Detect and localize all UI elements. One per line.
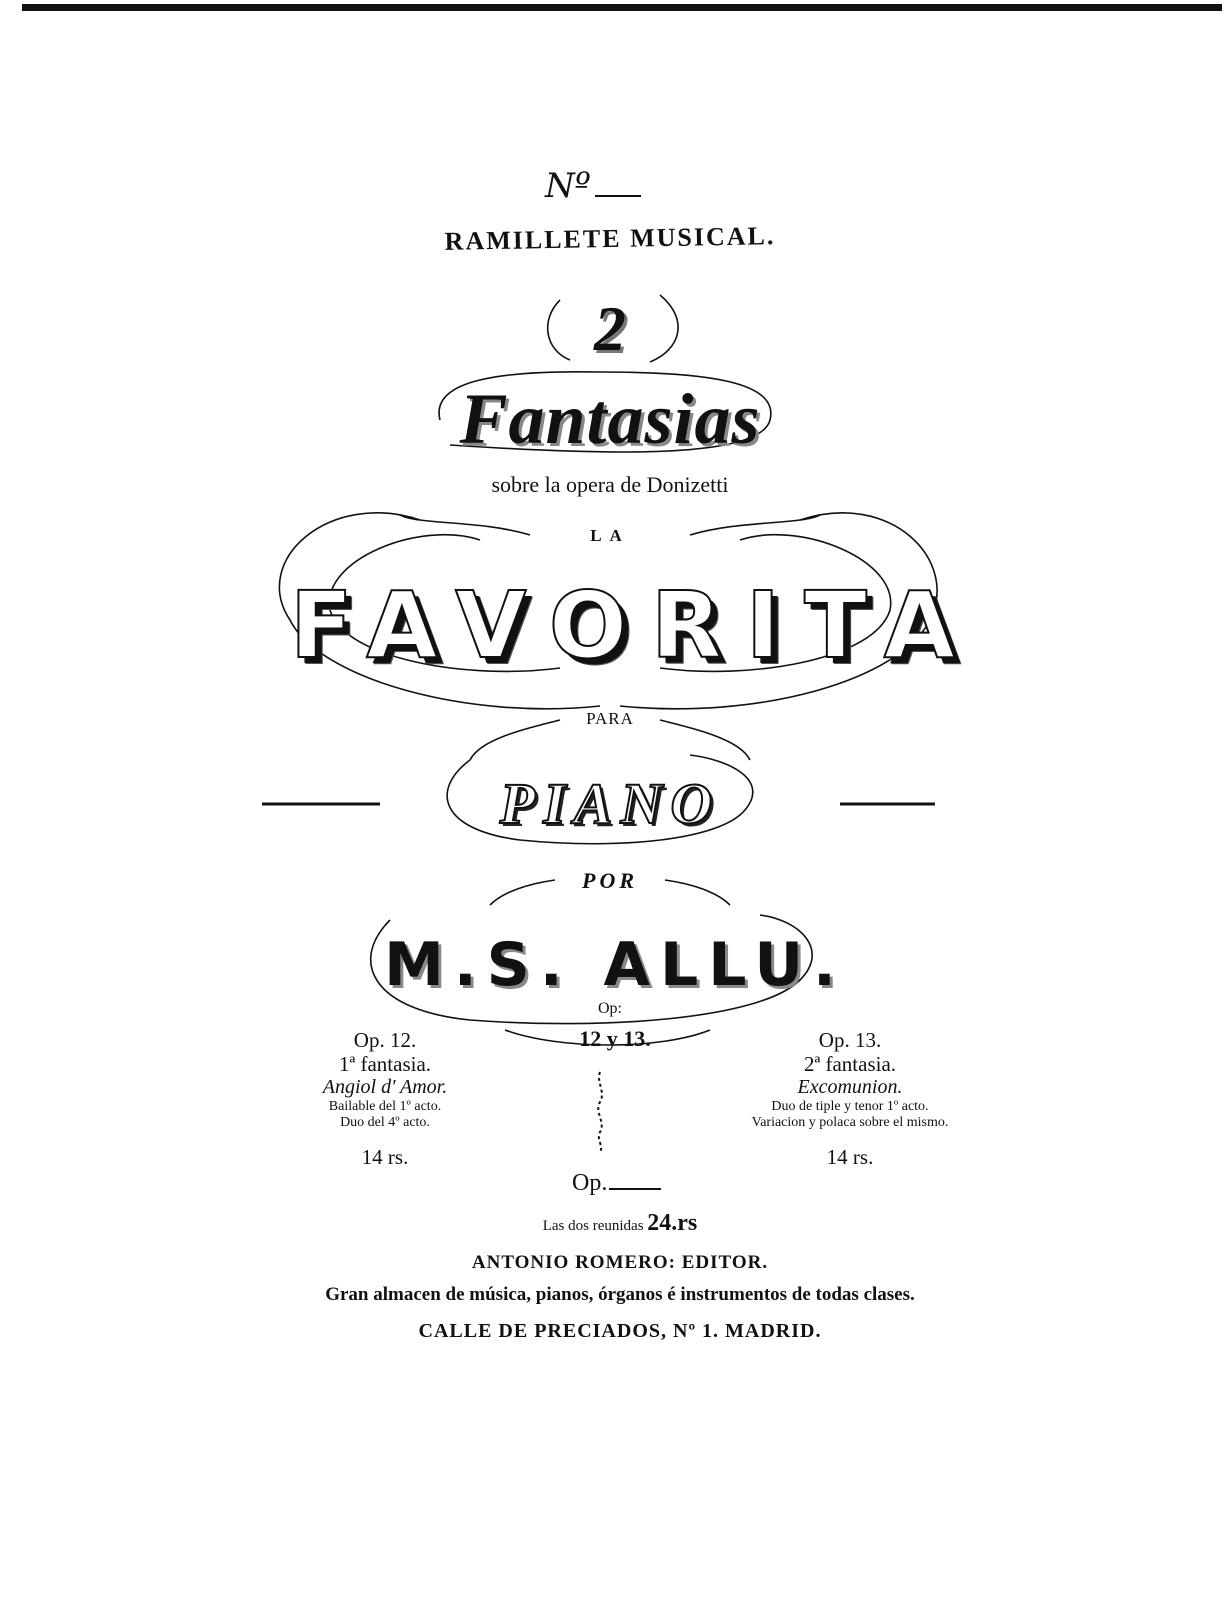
- left-price: 14 rs.: [361, 1145, 409, 1170]
- opus-numbers: 12 y 13.: [579, 1026, 651, 1051]
- instrument-title: PIANO: [499, 771, 721, 836]
- para-label: PARA: [586, 709, 634, 728]
- opus-label: Op:: [598, 1000, 622, 1017]
- flourish-article-right: [690, 515, 820, 535]
- fantasias-heading: Fantasias: [459, 379, 761, 459]
- divider-wavy: [598, 1072, 602, 1152]
- left-detail-2: Duo del 4º acto.: [340, 1115, 430, 1131]
- left-work-column: [280, 1028, 490, 1170]
- flourish-para-left: [470, 720, 560, 760]
- publisher-address: CALLE DE PRECIADOS, Nº 1. MADRID.: [418, 1320, 822, 1342]
- op-blank: Op.: [572, 1170, 661, 1197]
- flourish-para-right: [660, 720, 750, 760]
- right-detail-2: Variacion y polaca sobre el mismo.: [751, 1115, 949, 1131]
- opera-title: FAVORITA: [290, 572, 979, 679]
- flourish-article-left: [400, 515, 530, 535]
- fantasia-count: 2: [594, 293, 626, 364]
- left-fantasia-number: 1ª fantasia.: [338, 1052, 432, 1077]
- right-piece-title: Excomunion.: [797, 1076, 903, 1099]
- combined-price: [460, 1210, 780, 1237]
- combined-label: Las dos reunidas: [542, 1218, 644, 1234]
- por-label: POR: [582, 868, 638, 893]
- right-price: 14 rs.: [826, 1145, 874, 1170]
- publisher: ANTONIO ROMERO: EDITOR.: [471, 1252, 769, 1273]
- combined-price-value: 24.rs: [647, 1210, 698, 1236]
- number-label: Nº: [545, 166, 641, 206]
- series-title: RAMILLETE MUSICAL.: [444, 221, 776, 256]
- left-piece-title: Angiol d' Amor.: [322, 1076, 448, 1099]
- article-la: LA: [590, 526, 630, 545]
- right-detail-1: Duo de tiple y tenor 1º acto.: [771, 1099, 929, 1115]
- flourish-por-left: [490, 880, 555, 905]
- store-description: Gran almacen de música, pianos, órganos é instrumentos de todas clases.: [325, 1284, 915, 1305]
- right-work-column: [705, 1028, 995, 1170]
- flourish-por-right: [665, 880, 730, 905]
- right-fantasia-number: 2ª fantasia.: [803, 1052, 897, 1077]
- composer-name: M.S. ALLU.: [384, 930, 846, 1000]
- left-op: Op. 12.: [353, 1028, 417, 1052]
- subtitle: sobre la opera de Donizetti: [491, 472, 729, 497]
- left-detail-1: Bailable del 1º acto.: [328, 1099, 442, 1115]
- right-op: Op. 13.: [818, 1028, 882, 1052]
